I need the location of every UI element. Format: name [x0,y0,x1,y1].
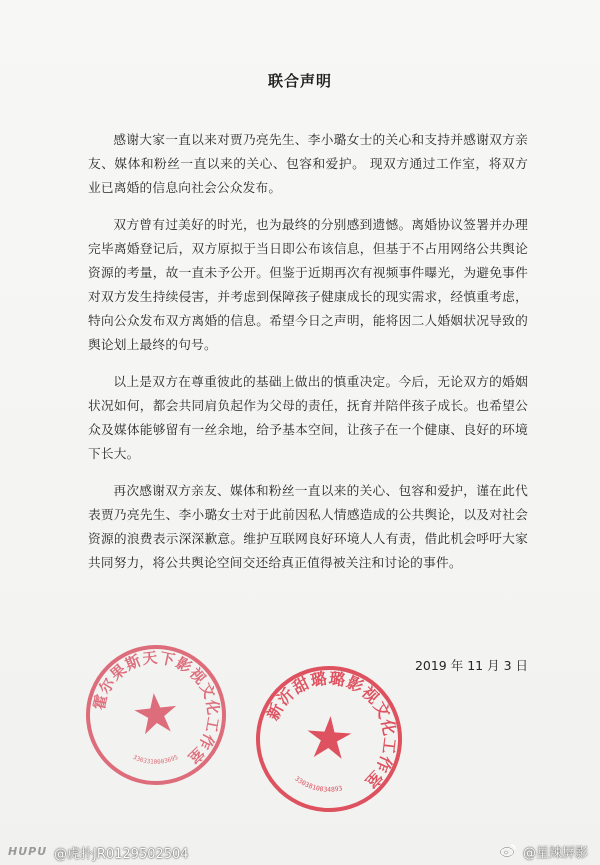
studio-seal-right [251,661,407,817]
seal-right-name: 新沂甜璐璐影视文化工作室 [262,668,400,793]
paragraph-2: 双方曾有过美好的时光，也为最终的分别感到遗憾。离婚协议签署并办理完毕离婚登记后，双方原拟于当日即公布该信息，但基于不占用网络公共舆论资源的考量，故一直未予公开。但鉴于近期再次有视频事件曝光，为避免事件对双方发生持续侵害，并考虑到保障孩子健康成长的现实需求，经慎重考虑，特向公众发布双方离婚的信息。希望今日之声明，能将因二人婚姻状况导致的舆论划上最终的句号。 [88,217,528,352]
statement-title: 联合声明 [267,72,332,90]
seal-right-graphic [251,661,407,817]
weibo-handle: @星辣屏影 [522,846,588,861]
seal-right-number: 3303810034893 [293,774,344,794]
paragraph-3: 以上是双方在尊重彼此的基础上做出的慎重决定。今后，无论双方的婚姻状况如何，都会共同肩负起作为父母的责任，抚育并陪伴孩子成长。也希望公众及媒体能够留有一丝余地，给予基本空间，让孩子在一个健康、良好的环境下长大。 [88,374,528,461]
statement-body [88,128,528,588]
svg-text:3303310003695 [131,749,180,768]
seal-left-number: 3303310003695 [131,753,180,766]
seal-left-name: 霍尔果斯天下影视文化工作室 [89,648,223,768]
paragraph-4: 再次感谢双方亲友、媒体和粉丝一直以来的关心、包容和爱护，谨在此代表贾乃亮先生、李小璐女士对于此前因私人情感造成的公共舆论，以及对社会资源的浪费表示深深歉意。维护互联网良好环境人人有责，借此机会呼吁大家共同努力，将公共舆论空间交还给真正值得被关注和讨论的事件。 [88,483,528,570]
svg-text:3303810034893 [293,774,345,794]
seal-star-icon [133,691,179,735]
weibo-icon [500,844,516,857]
seal-star-icon [306,715,353,760]
watermark-bar [0,840,600,865]
seal-left-graphic [79,638,233,792]
hupu-handle: @虎扑JR0129502504 [54,847,189,862]
hupu-logo: HUPU [8,845,48,858]
studio-seal-left [79,638,233,792]
paragraph-1: 感谢大家一直以来对贾乃亮先生、李小璐女士的关心和支持并感谢双方亲友、媒体和粉丝一直以来的关心、包容和爱护。 现双方通过工作室，将双方业已离婚的信息向社会公众发布。 [88,132,528,195]
statement-date: 2019 年 11 月 3 日 [414,658,528,673]
